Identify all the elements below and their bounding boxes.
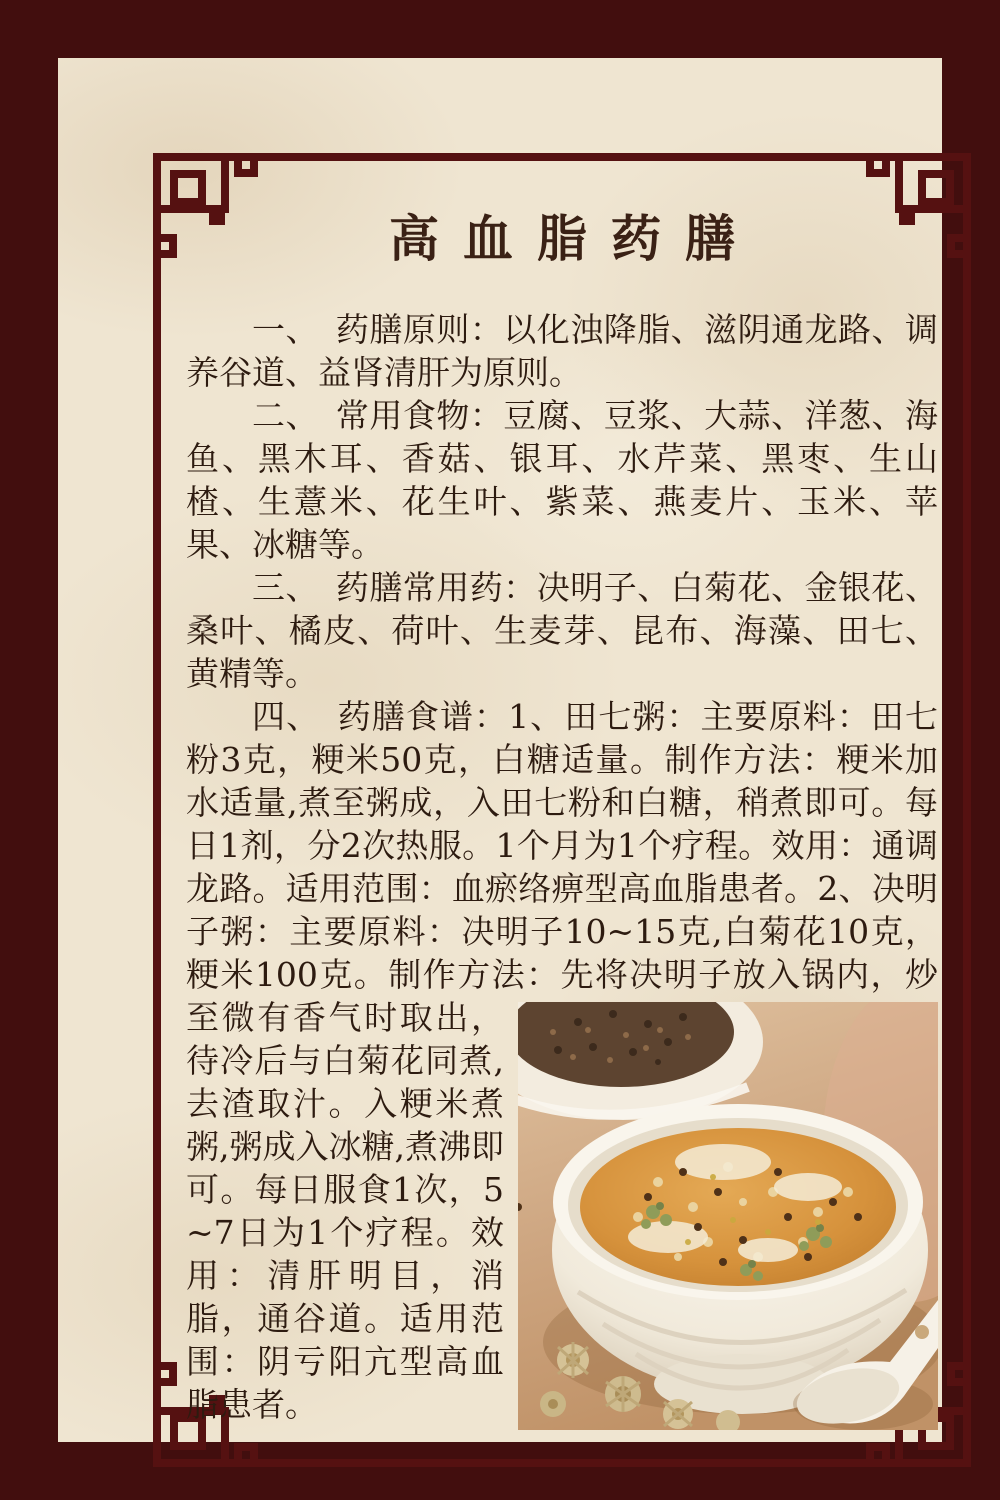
herbs-text: 三、 药膳常用药：决明子、白菊花、金银花、桑叶、橘皮、荷叶、生麦芽、昆布、海藻、田七、黄精等。: [186, 568, 938, 693]
foods-text: 二、 常用食物：豆腐、豆浆、大蒜、洋葱、海鱼、黑木耳、香菇、银耳、水芹菜、黑枣、生山楂、生薏米、花生叶、紫菜、燕麦片、玉米、苹果、冰糖等。: [186, 396, 938, 564]
paragraph-principles: [186, 308, 938, 394]
body-text-block: [186, 308, 938, 1426]
frame-line-left: [153, 282, 161, 1338]
poster-background: [58, 58, 942, 1442]
recipes-text-part2: 待冷后与白菊花同煮,去渣取汁。入粳米煮粥,粥成入冰糖,煮沸即可。每日服食1次，5~7日为1个疗程。效用：清肝明目，消脂，通谷道。适用范围：阴亏阳亢型高血脂患者。: [186, 1041, 504, 1424]
poster-content: [186, 196, 938, 1436]
frame-line-top: [282, 153, 842, 161]
porridge-photo: [518, 1002, 938, 1430]
frame-line-bottom: [282, 1459, 842, 1467]
paragraph-foods: [186, 394, 938, 566]
frame-line-right: [963, 282, 971, 1338]
recipes-text-part1: 四、 药膳食谱：1、田七粥：主要原料：田七粉3克，粳米50克，白糖适量。制作方法：粳米加水适量,煮至粥成，入田七粉和白糖，稍煮即可。每日1剂，分2次热服。1个月为1个疗程。效用：通调龙路。适用范围：血瘀络痹型高血脂患者。2、决明子粥：主要原料：决明子10~15克,白菊花10克，粳米100克。制作方法：先将决明子放入锅内，炒至微有香气时取出，: [186, 697, 938, 1037]
principles-text: 一、 药膳原则：以化浊降脂、滋阴通龙路、调养谷道、益肾清肝为原则。: [186, 310, 938, 392]
page-title: 高血脂药膳: [389, 209, 759, 268]
paragraph-recipes: [186, 695, 938, 1426]
paragraph-herbs: [186, 566, 938, 695]
